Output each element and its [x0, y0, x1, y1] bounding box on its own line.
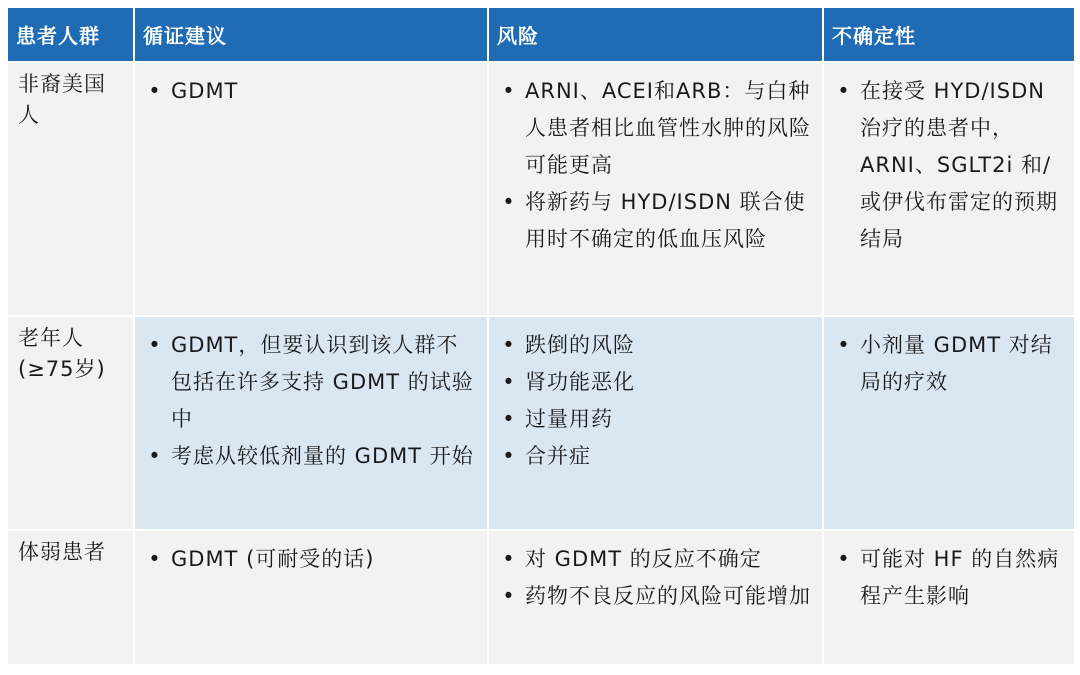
population-cell [8, 63, 133, 315]
risks-cell [489, 317, 822, 529]
list-item: • 考虑从较低剂量的 GDMT 开始 [148, 444, 474, 468]
recommendations-table [8, 8, 1074, 664]
recommendations-cell [135, 531, 487, 664]
list-item: • 跌倒的风险 [502, 333, 635, 357]
header-uncertainties: 不确定性 [824, 8, 1074, 61]
header-population: 患者人群 [8, 8, 133, 61]
list-item: • 在接受 HYD/ISDN 治疗的患者中，ARNI、SGLT2i 和/或伊伐布雷定的预期结局 [837, 79, 1058, 251]
list-item: • 可能对 HF 的自然病程产生影响 [837, 547, 1060, 608]
population-cell [8, 317, 133, 529]
header-risks: 风险 [489, 8, 822, 61]
population-cell [8, 531, 133, 664]
population-label: 非裔美国人 [18, 72, 106, 127]
list-item: • 过量用药 [502, 407, 613, 431]
list-item: • GDMT，但要认识到该人群不包括在许多支持 GDMT 的试验中 [148, 333, 474, 431]
list-item: • 将新药与 HYD/ISDN 联合使用时不确定的低血压风险 [502, 190, 806, 251]
header-recommendations: 循证建议 [135, 8, 487, 61]
recommendations-cell [135, 317, 487, 529]
list-item: • 肾功能恶化 [502, 370, 635, 394]
risks-cell [489, 63, 822, 315]
uncertainties-cell [824, 531, 1074, 664]
list-item: • 小剂量 GDMT 对结局的疗效 [837, 333, 1053, 394]
list-item: • 对 GDMT 的反应不确定 [502, 547, 762, 571]
population-label: 老年人 (≥75岁) [18, 326, 106, 381]
list-item: • 药物不良反应的风险可能增加 [502, 584, 811, 608]
risks-cell [489, 531, 822, 664]
recommendations-cell [135, 63, 487, 315]
list-item: • GDMT [148, 79, 239, 103]
list-item: • 合并症 [502, 444, 591, 468]
list-item: • ARNI、ACEI和ARB：与白种人患者相比血管性水肿的风险可能更高 [502, 79, 811, 177]
population-label: 体弱患者 [18, 540, 106, 564]
uncertainties-cell [824, 63, 1074, 315]
uncertainties-cell [824, 317, 1074, 529]
list-item: • GDMT (可耐受的话) [148, 547, 375, 571]
